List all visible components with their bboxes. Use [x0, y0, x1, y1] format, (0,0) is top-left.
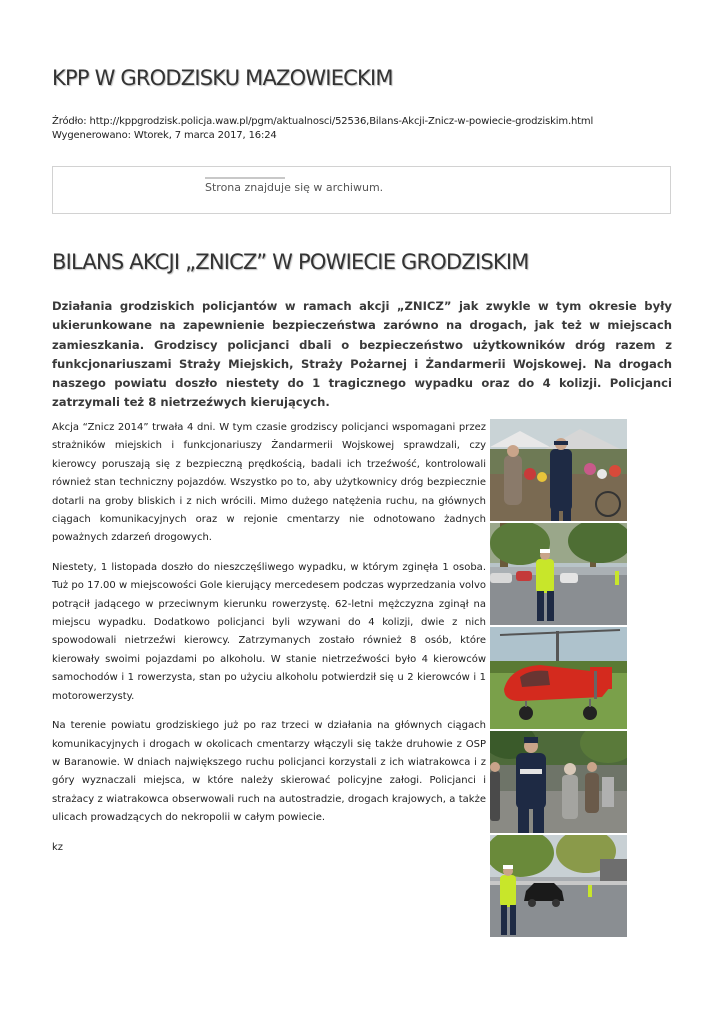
site-title: KPP W GRODZISKU MAZOWIECKIM — [52, 66, 393, 90]
photo-red-gyrocopter — [490, 627, 627, 729]
article-body — [52, 419, 486, 868]
document-meta — [52, 115, 593, 143]
archive-notice-text: Strona znajduje się w archiwum. — [205, 181, 384, 194]
archive-notice-bar — [205, 177, 285, 179]
article-signature: kz — [52, 841, 64, 853]
photo-traffic-officer-car — [490, 835, 627, 937]
article-paragraph: Akcja “Znicz 2014” trwała 4 dni. W tym czasie grodziscy policjanci wspomagani przez strażników miejskich i funkcjonariuszy Żandarmerii Wojskowej sprawdzali, czy kierowcy poruszają się z bezpieczną prędkością, badali ich trzeźwość, kontrolowali również stan techniczny pojazdów. Wszystko po to, aby użytkownicy dróg bezpiecznie dotarli na groby bliskich i z nich wrócili. Mimo dużego natężenia ruchu, na głównych ciągach komunikacyjnych oraz w rejonie cmentarzy nie odnotowano żadnych poważnych zdarzeń drogowych. — [52, 422, 486, 544]
generated-date: Wygenerowano: Wtorek, 7 marca 2017, 16:24 — [52, 130, 277, 141]
source-url: Źródło: http://kppgrodzisk.policja.waw.pl/pgm/aktualnosci/52536,Bilans-Akcji-Znicz-w-powiecie-grodziskim.html — [52, 116, 594, 127]
archive-notice-box — [52, 166, 671, 214]
photo-traffic-officer-road — [490, 523, 627, 625]
article-title: BILANS AKCJI „ZNICZ” W POWIECIE GRODZISKIM — [52, 250, 529, 274]
article-lead: Działania grodziskich policjantów w ramach akcji „ZNICZ” jak zwykle w tym okresie były ukierunkowane na zapewnienie bezpieczeństwa zarówno na drogach, jak też w miejscach zamieszkania. Grodziscy policjanci dbali o bezpieczeństwo użytkowników dróg razem z funkcjonariuszami Straży Miejskich, Straży Pożarnej i Żandarmerii Wojskowej. Na drogach naszego powiatu doszło niestety do 1 tragicznego wypadku oraz do 4 kolizji. Policjanci zatrzymali też 8 nietrzeźwych kierujących. — [52, 299, 672, 410]
article-paragraph: Niestety, 1 listopada doszło do nieszczęśliwego wypadku, w którym zginęła 1 osoba. Tuż po 17.00 w miejscowości Gole kierujący mercedesem podczas wyprzedzania volvo potrącił jadącego w przeciwnym kierunku rowerzystę. 62-letni mężczyzna zginął na miejscu wypadku. Dodatkowo policjanci byli wzywani do 4 kolizji, dwie z nich spowodowali nietrzeźwi kierowcy. Zatrzymanych zostało również 8 osób, które kierowały swoimi pojazdami po alkoholu. W stanie nietrzeźwości było 4 kierowców samochodów i 1 rowerzysta, stan po użyciu alkoholu potwierdził się u 2 kierowców i 1 motorowerzysty. — [52, 561, 486, 702]
photo-gallery — [490, 419, 627, 939]
photo-cemetery-market — [490, 419, 627, 521]
article-paragraph: Na terenie powiatu grodziskiego już po raz trzeci w działania na głównych ciągach komunikacyjnych i drogach w okolicach cmentarzy włączyli się także druhowie z OSP w Baranowie. W dniach największego ruchu policjanci korzystali z ich wiatrakowca i z góry wyznaczali miejsca, w które należy skierować policyjne załogi. Policjanci i strażacy z wiatrakowca obserwowali ruch na autostradzie, drogach krajowych, a także ulicach prowadzących do nekropolii w całym powiecie. — [52, 720, 486, 824]
photo-police-officer-crowd — [490, 731, 627, 833]
